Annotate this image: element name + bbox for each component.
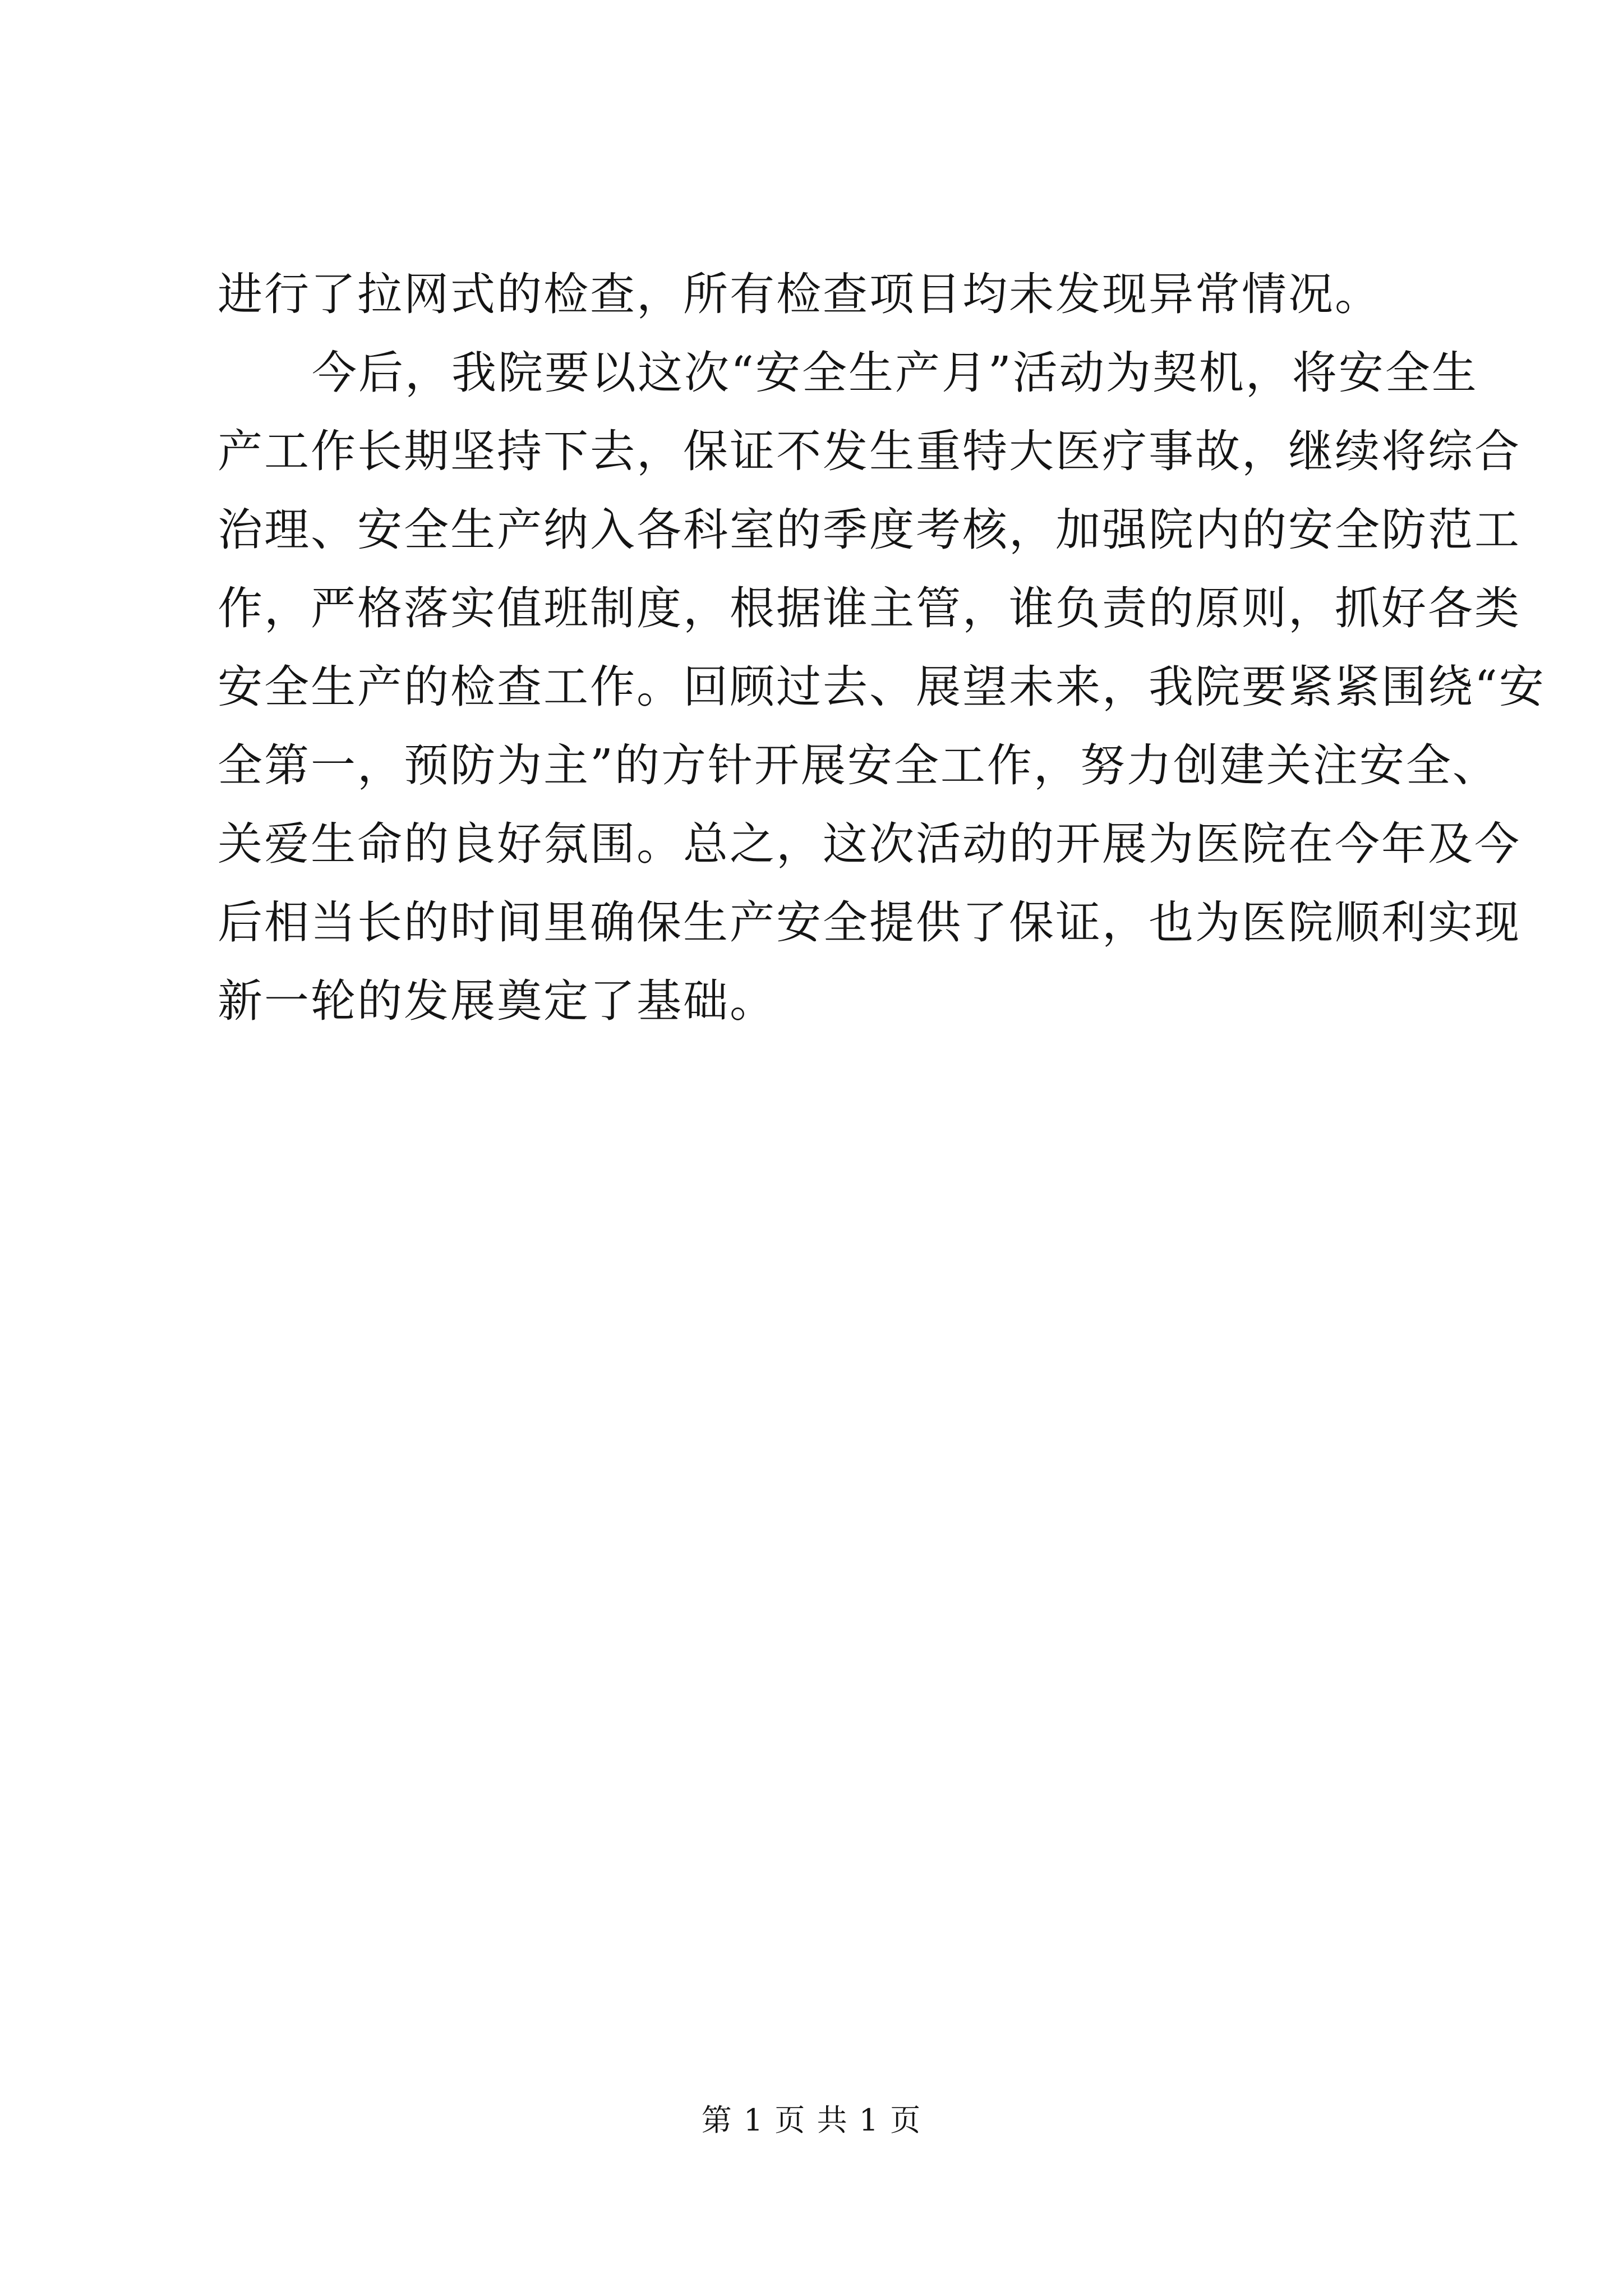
text-line-5: 作，严格落实值班制度，根据谁主管，谁负责的原则，抓好各类 [218,582,1521,634]
paragraph-first-line: 今后，我院要以这次“安全生产月”活动为契机，将安全生 [312,347,1478,399]
body-text [218,255,1546,1041]
text-line-3: 产工作长期坚持下去，保证不发生重特大医疗事故，继续将综合 [218,425,1521,477]
text-line-4: 治理、安全生产纳入各科室的季度考核，加强院内的安全防范工 [218,504,1521,556]
text-line-10: 新一轮的发展奠定了基础。 [218,975,776,1027]
text-line-7: 全第一，预防为主”的方针开展安全工作，努力创建关注安全、 [218,739,1499,792]
text-line-8: 关爱生命的良好氛围。总之，这次活动的开展为医院在今年及今 [218,818,1521,870]
page-footer: 第 1 页 共 1 页 [701,2102,922,2138]
text-line-9: 后相当长的时间里确保生产安全提供了保证，也为医院顺利实现 [218,896,1521,949]
text-line-1: 进行了拉网式的检查，所有检查项目均未发现异常情况。 [218,268,1381,320]
text-line-6: 安全生产的检查工作。回顾过去、展望未来，我院要紧紧围绕“安 [218,661,1546,713]
